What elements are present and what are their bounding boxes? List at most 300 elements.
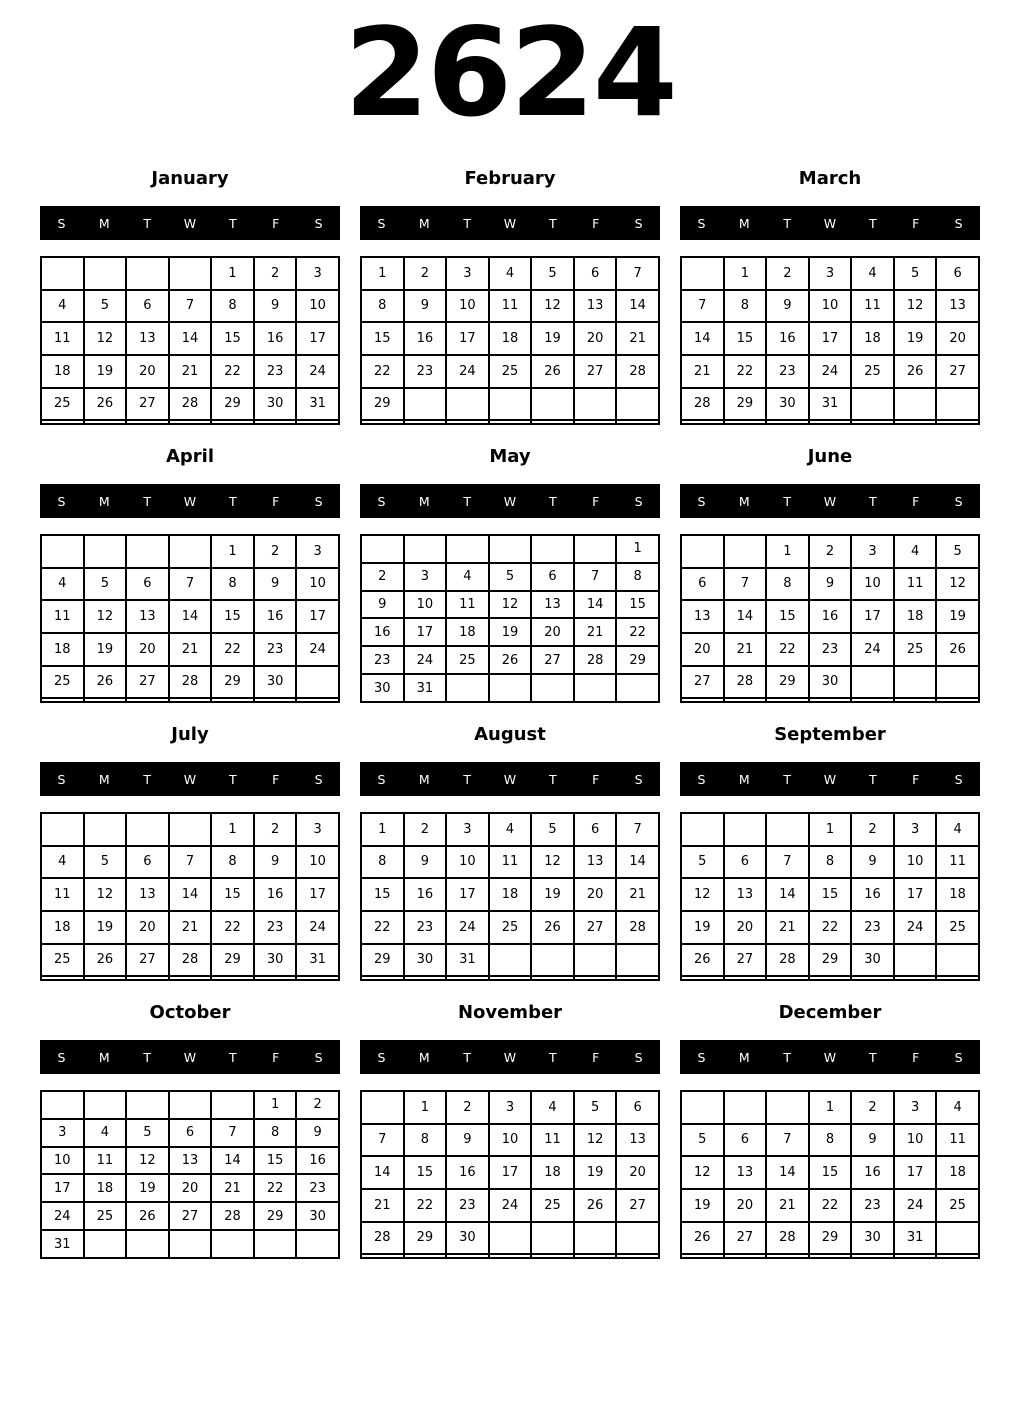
weekday-label: S bbox=[954, 215, 963, 231]
day-cell: 2 bbox=[404, 813, 447, 846]
day-cell: 24 bbox=[894, 911, 937, 944]
month-title: October bbox=[149, 1001, 231, 1023]
empty-day-cell bbox=[766, 976, 809, 980]
weekday-label: W bbox=[503, 215, 517, 231]
empty-day-cell bbox=[724, 1254, 767, 1258]
weekday-label: S bbox=[954, 493, 963, 509]
day-cell: 20 bbox=[126, 633, 169, 666]
empty-day-cell bbox=[404, 1254, 447, 1258]
weekday-label: T bbox=[783, 215, 791, 231]
month-february bbox=[360, 150, 660, 425]
day-cell: 7 bbox=[169, 568, 212, 601]
day-cell: 3 bbox=[851, 535, 894, 568]
day-cell: 4 bbox=[84, 1119, 127, 1147]
weekday-label: T bbox=[463, 493, 471, 509]
day-cell: 29 bbox=[361, 944, 404, 977]
day-cell: 6 bbox=[126, 568, 169, 601]
day-cell: 24 bbox=[296, 355, 339, 388]
weekday-label: S bbox=[57, 493, 66, 509]
day-cell: 13 bbox=[126, 322, 169, 355]
day-cell: 7 bbox=[681, 290, 724, 323]
week-row bbox=[361, 1156, 659, 1189]
day-cell: 23 bbox=[851, 1189, 894, 1222]
week-row bbox=[681, 568, 979, 601]
empty-day-cell bbox=[296, 1230, 339, 1258]
week-row bbox=[41, 388, 339, 421]
month-grid bbox=[40, 1090, 340, 1259]
empty-day-cell bbox=[254, 420, 297, 424]
day-cell: 1 bbox=[404, 1091, 447, 1124]
empty-day-cell bbox=[41, 257, 84, 290]
day-cell: 10 bbox=[296, 568, 339, 601]
empty-day-cell bbox=[446, 420, 489, 424]
day-cell: 11 bbox=[489, 290, 532, 323]
day-cell: 19 bbox=[84, 355, 127, 388]
empty-day-cell bbox=[681, 257, 724, 290]
empty-day-cell bbox=[489, 976, 532, 980]
day-cell: 15 bbox=[809, 878, 852, 911]
day-cell: 15 bbox=[404, 1156, 447, 1189]
weekday-label: T bbox=[143, 1049, 151, 1065]
day-cell: 12 bbox=[894, 290, 937, 323]
day-cell: 28 bbox=[361, 1222, 404, 1255]
empty-day-cell bbox=[936, 1222, 979, 1255]
day-cell: 9 bbox=[254, 568, 297, 601]
empty-day-cell bbox=[531, 388, 574, 421]
weekday-label: M bbox=[738, 1049, 750, 1065]
empty-day-cell bbox=[169, 813, 212, 846]
day-cell: 7 bbox=[574, 563, 617, 591]
week-row bbox=[361, 878, 659, 911]
day-cell: 29 bbox=[211, 944, 254, 977]
weekday-label: T bbox=[143, 771, 151, 787]
day-cell: 6 bbox=[574, 257, 617, 290]
empty-day-cell bbox=[574, 388, 617, 421]
week-row bbox=[681, 1091, 979, 1124]
week-row bbox=[41, 633, 339, 666]
day-cell: 18 bbox=[489, 322, 532, 355]
weekday-label: T bbox=[229, 771, 237, 787]
month-title: September bbox=[774, 723, 886, 745]
empty-day-cell bbox=[126, 1091, 169, 1119]
week-row bbox=[41, 944, 339, 977]
empty-day-cell bbox=[84, 698, 127, 702]
day-cell: 5 bbox=[574, 1091, 617, 1124]
empty-day-cell bbox=[724, 420, 767, 424]
day-cell: 27 bbox=[169, 1202, 212, 1230]
day-cell: 8 bbox=[211, 846, 254, 879]
day-cell: 31 bbox=[404, 674, 447, 702]
weekday-label: F bbox=[272, 215, 280, 231]
week-row bbox=[681, 322, 979, 355]
day-cell: 15 bbox=[766, 600, 809, 633]
day-cell: 30 bbox=[254, 388, 297, 421]
day-cell: 15 bbox=[211, 600, 254, 633]
day-cell: 24 bbox=[446, 355, 489, 388]
day-cell: 19 bbox=[489, 618, 532, 646]
day-cell: 26 bbox=[489, 646, 532, 674]
week-row bbox=[681, 698, 979, 702]
day-cell: 19 bbox=[531, 878, 574, 911]
empty-day-cell bbox=[84, 976, 127, 980]
empty-day-cell bbox=[936, 976, 979, 980]
weekday-label: T bbox=[869, 215, 877, 231]
day-cell: 11 bbox=[41, 322, 84, 355]
day-cell: 16 bbox=[404, 878, 447, 911]
weekday-label: T bbox=[229, 493, 237, 509]
day-cell: 5 bbox=[681, 846, 724, 879]
day-cell: 25 bbox=[84, 1202, 127, 1230]
weekday-label: T bbox=[869, 1049, 877, 1065]
day-cell: 18 bbox=[894, 600, 937, 633]
day-cell: 10 bbox=[809, 290, 852, 323]
weekday-label: T bbox=[869, 493, 877, 509]
month-november bbox=[360, 984, 660, 1259]
day-cell: 21 bbox=[211, 1174, 254, 1202]
day-cell: 24 bbox=[404, 646, 447, 674]
day-cell: 17 bbox=[41, 1174, 84, 1202]
empty-day-cell bbox=[404, 420, 447, 424]
day-cell: 1 bbox=[724, 257, 767, 290]
empty-day-cell bbox=[681, 698, 724, 702]
month-title: November bbox=[457, 1001, 563, 1023]
day-cell: 6 bbox=[681, 568, 724, 601]
week-row bbox=[361, 591, 659, 619]
day-cell: 2 bbox=[296, 1091, 339, 1119]
empty-day-cell bbox=[936, 666, 979, 699]
empty-day-cell bbox=[616, 976, 659, 980]
day-cell: 27 bbox=[574, 355, 617, 388]
month-june bbox=[680, 428, 980, 703]
day-cell: 8 bbox=[616, 563, 659, 591]
day-cell: 14 bbox=[211, 1147, 254, 1175]
day-cell: 20 bbox=[531, 618, 574, 646]
day-cell: 11 bbox=[446, 591, 489, 619]
day-cell: 12 bbox=[489, 591, 532, 619]
week-row bbox=[41, 666, 339, 699]
weekday-label: M bbox=[98, 493, 110, 509]
week-row bbox=[41, 846, 339, 879]
week-row bbox=[41, 535, 339, 568]
week-row bbox=[41, 1091, 339, 1119]
day-cell: 16 bbox=[851, 1156, 894, 1189]
month-grid bbox=[680, 256, 980, 425]
day-cell: 17 bbox=[446, 322, 489, 355]
day-cell: 15 bbox=[211, 322, 254, 355]
day-cell: 17 bbox=[894, 1156, 937, 1189]
day-cell: 23 bbox=[809, 633, 852, 666]
day-cell: 8 bbox=[361, 846, 404, 879]
day-cell: 29 bbox=[809, 944, 852, 977]
day-cell: 2 bbox=[446, 1091, 489, 1124]
day-cell: 11 bbox=[41, 600, 84, 633]
day-cell: 1 bbox=[361, 813, 404, 846]
empty-day-cell bbox=[296, 420, 339, 424]
week-row bbox=[41, 1119, 339, 1147]
day-cell: 21 bbox=[616, 322, 659, 355]
day-cell: 30 bbox=[404, 944, 447, 977]
day-cell: 2 bbox=[404, 257, 447, 290]
day-cell: 9 bbox=[809, 568, 852, 601]
day-cell: 21 bbox=[766, 911, 809, 944]
month-december bbox=[680, 984, 980, 1259]
month-grid bbox=[680, 1090, 980, 1259]
day-cell: 3 bbox=[894, 813, 937, 846]
week-row bbox=[361, 290, 659, 323]
week-row bbox=[41, 600, 339, 633]
day-cell: 29 bbox=[724, 388, 767, 421]
weekday-label: W bbox=[183, 215, 197, 231]
empty-day-cell bbox=[254, 1230, 297, 1258]
empty-day-cell bbox=[404, 976, 447, 980]
day-cell: 30 bbox=[446, 1222, 489, 1255]
week-row bbox=[681, 1156, 979, 1189]
week-row bbox=[41, 911, 339, 944]
day-cell: 15 bbox=[616, 591, 659, 619]
day-cell: 16 bbox=[809, 600, 852, 633]
day-cell: 1 bbox=[809, 813, 852, 846]
empty-day-cell bbox=[531, 944, 574, 977]
day-cell: 30 bbox=[766, 388, 809, 421]
week-row bbox=[681, 600, 979, 633]
empty-day-cell bbox=[894, 944, 937, 977]
day-cell: 6 bbox=[616, 1091, 659, 1124]
weekday-label: W bbox=[503, 493, 517, 509]
weekday-label: W bbox=[503, 1049, 517, 1065]
weekday-label: T bbox=[229, 1049, 237, 1065]
empty-day-cell bbox=[84, 535, 127, 568]
day-cell: 4 bbox=[531, 1091, 574, 1124]
empty-day-cell bbox=[724, 535, 767, 568]
empty-day-cell bbox=[809, 1254, 852, 1258]
day-cell: 29 bbox=[211, 388, 254, 421]
month-grid bbox=[680, 534, 980, 703]
empty-day-cell bbox=[616, 944, 659, 977]
day-cell: 30 bbox=[851, 944, 894, 977]
day-cell: 7 bbox=[616, 813, 659, 846]
day-cell: 2 bbox=[851, 813, 894, 846]
day-cell: 8 bbox=[809, 846, 852, 879]
day-cell: 28 bbox=[681, 388, 724, 421]
day-cell: 8 bbox=[211, 290, 254, 323]
day-cell: 1 bbox=[616, 535, 659, 563]
weekday-header bbox=[40, 484, 340, 518]
day-cell: 7 bbox=[211, 1119, 254, 1147]
month-title: April bbox=[165, 445, 215, 467]
day-cell: 17 bbox=[809, 322, 852, 355]
week-row bbox=[41, 813, 339, 846]
week-row bbox=[681, 666, 979, 699]
empty-day-cell bbox=[489, 388, 532, 421]
day-cell: 1 bbox=[766, 535, 809, 568]
day-cell: 23 bbox=[766, 355, 809, 388]
day-cell: 20 bbox=[169, 1174, 212, 1202]
week-row bbox=[681, 535, 979, 568]
empty-day-cell bbox=[126, 976, 169, 980]
empty-day-cell bbox=[809, 976, 852, 980]
weekday-label: F bbox=[592, 1049, 600, 1065]
day-cell: 18 bbox=[41, 355, 84, 388]
empty-day-cell bbox=[616, 1222, 659, 1255]
day-cell: 16 bbox=[404, 322, 447, 355]
empty-day-cell bbox=[766, 1254, 809, 1258]
empty-day-cell bbox=[724, 698, 767, 702]
day-cell: 5 bbox=[531, 813, 574, 846]
empty-day-cell bbox=[851, 420, 894, 424]
day-cell: 30 bbox=[296, 1202, 339, 1230]
weekday-label: S bbox=[377, 771, 386, 787]
day-cell: 5 bbox=[84, 290, 127, 323]
day-cell: 8 bbox=[724, 290, 767, 323]
day-cell: 24 bbox=[809, 355, 852, 388]
weekday-label: S bbox=[954, 771, 963, 787]
day-cell: 21 bbox=[169, 911, 212, 944]
day-cell: 20 bbox=[616, 1156, 659, 1189]
day-cell: 4 bbox=[936, 813, 979, 846]
day-cell: 14 bbox=[169, 600, 212, 633]
day-cell: 27 bbox=[616, 1189, 659, 1222]
day-cell: 8 bbox=[211, 568, 254, 601]
empty-day-cell bbox=[361, 1254, 404, 1258]
empty-day-cell bbox=[936, 698, 979, 702]
week-row bbox=[41, 420, 339, 424]
day-cell: 19 bbox=[126, 1174, 169, 1202]
day-cell: 9 bbox=[254, 846, 297, 879]
day-cell: 12 bbox=[84, 600, 127, 633]
empty-day-cell bbox=[851, 1254, 894, 1258]
empty-day-cell bbox=[681, 420, 724, 424]
day-cell: 25 bbox=[531, 1189, 574, 1222]
day-cell: 19 bbox=[681, 1189, 724, 1222]
day-cell: 29 bbox=[616, 646, 659, 674]
weekday-label: W bbox=[823, 1049, 837, 1065]
day-cell: 13 bbox=[574, 846, 617, 879]
empty-day-cell bbox=[126, 813, 169, 846]
day-cell: 10 bbox=[894, 846, 937, 879]
day-cell: 18 bbox=[446, 618, 489, 646]
day-cell: 23 bbox=[446, 1189, 489, 1222]
day-cell: 22 bbox=[254, 1174, 297, 1202]
day-cell: 15 bbox=[724, 322, 767, 355]
week-row bbox=[681, 290, 979, 323]
day-cell: 28 bbox=[616, 911, 659, 944]
day-cell: 3 bbox=[41, 1119, 84, 1147]
day-cell: 7 bbox=[169, 846, 212, 879]
day-cell: 16 bbox=[446, 1156, 489, 1189]
day-cell: 14 bbox=[574, 591, 617, 619]
empty-day-cell bbox=[296, 976, 339, 980]
empty-day-cell bbox=[169, 257, 212, 290]
empty-day-cell bbox=[41, 420, 84, 424]
day-cell: 14 bbox=[616, 846, 659, 879]
empty-day-cell bbox=[851, 698, 894, 702]
empty-day-cell bbox=[126, 420, 169, 424]
weekday-label: T bbox=[463, 215, 471, 231]
day-cell: 10 bbox=[894, 1124, 937, 1157]
week-row bbox=[41, 878, 339, 911]
empty-day-cell bbox=[489, 1254, 532, 1258]
day-cell: 21 bbox=[574, 618, 617, 646]
empty-day-cell bbox=[766, 698, 809, 702]
weekday-label: S bbox=[954, 1049, 963, 1065]
empty-day-cell bbox=[211, 420, 254, 424]
week-row bbox=[681, 1254, 979, 1258]
day-cell: 2 bbox=[361, 563, 404, 591]
week-row bbox=[41, 976, 339, 980]
day-cell: 4 bbox=[41, 290, 84, 323]
empty-day-cell bbox=[126, 698, 169, 702]
day-cell: 1 bbox=[254, 1091, 297, 1119]
day-cell: 12 bbox=[681, 1156, 724, 1189]
day-cell: 10 bbox=[296, 846, 339, 879]
day-cell: 17 bbox=[851, 600, 894, 633]
empty-day-cell bbox=[296, 666, 339, 699]
weekday-header bbox=[680, 762, 980, 796]
weekday-label: W bbox=[823, 493, 837, 509]
day-cell: 15 bbox=[809, 1156, 852, 1189]
empty-day-cell bbox=[446, 388, 489, 421]
day-cell: 24 bbox=[41, 1202, 84, 1230]
day-cell: 22 bbox=[361, 355, 404, 388]
day-cell: 2 bbox=[254, 257, 297, 290]
day-cell: 28 bbox=[169, 388, 212, 421]
empty-day-cell bbox=[169, 976, 212, 980]
day-cell: 31 bbox=[894, 1222, 937, 1255]
weekday-label: S bbox=[697, 1049, 706, 1065]
empty-day-cell bbox=[41, 698, 84, 702]
day-cell: 2 bbox=[254, 813, 297, 846]
day-cell: 8 bbox=[254, 1119, 297, 1147]
day-cell: 22 bbox=[766, 633, 809, 666]
day-cell: 17 bbox=[404, 618, 447, 646]
empty-day-cell bbox=[531, 1222, 574, 1255]
day-cell: 21 bbox=[361, 1189, 404, 1222]
week-row bbox=[681, 1124, 979, 1157]
empty-day-cell bbox=[531, 420, 574, 424]
day-cell: 5 bbox=[531, 257, 574, 290]
weekday-header bbox=[40, 206, 340, 240]
empty-day-cell bbox=[126, 535, 169, 568]
empty-day-cell bbox=[724, 1091, 767, 1124]
month-august bbox=[360, 706, 660, 981]
day-cell: 5 bbox=[126, 1119, 169, 1147]
day-cell: 9 bbox=[446, 1124, 489, 1157]
day-cell: 22 bbox=[211, 633, 254, 666]
empty-day-cell bbox=[766, 1091, 809, 1124]
empty-day-cell bbox=[894, 388, 937, 421]
day-cell: 21 bbox=[724, 633, 767, 666]
day-cell: 13 bbox=[724, 1156, 767, 1189]
day-cell: 24 bbox=[851, 633, 894, 666]
weekday-label: F bbox=[272, 493, 280, 509]
empty-day-cell bbox=[446, 1254, 489, 1258]
day-cell: 28 bbox=[211, 1202, 254, 1230]
day-cell: 21 bbox=[169, 355, 212, 388]
empty-day-cell bbox=[894, 666, 937, 699]
day-cell: 31 bbox=[296, 944, 339, 977]
weekday-label: S bbox=[314, 493, 323, 509]
day-cell: 23 bbox=[254, 355, 297, 388]
day-cell: 19 bbox=[936, 600, 979, 633]
day-cell: 3 bbox=[489, 1091, 532, 1124]
weekday-label: F bbox=[272, 1049, 280, 1065]
week-row bbox=[361, 1254, 659, 1258]
empty-day-cell bbox=[574, 1254, 617, 1258]
day-cell: 27 bbox=[126, 944, 169, 977]
week-row bbox=[361, 976, 659, 980]
day-cell: 8 bbox=[404, 1124, 447, 1157]
empty-day-cell bbox=[851, 388, 894, 421]
